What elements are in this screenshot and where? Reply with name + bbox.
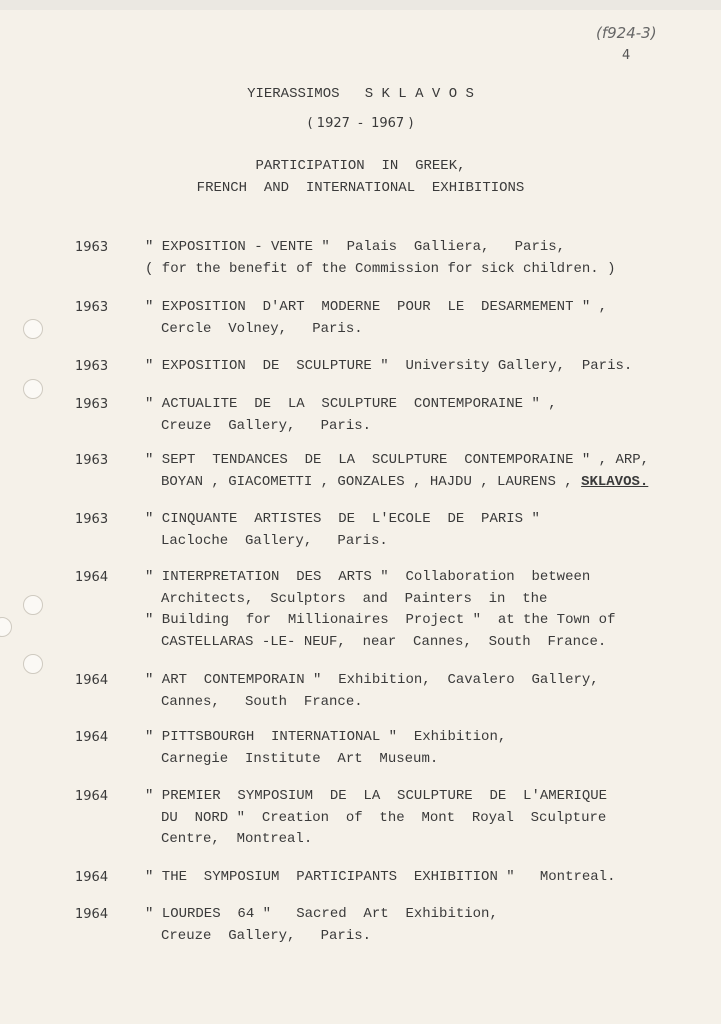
entry-line <box>161 634 606 650</box>
entry-line <box>161 533 388 549</box>
entry-text: " EXPOSITION DE SCULPTURE " University Gallery, Paris. <box>145 358 633 374</box>
scan-edge <box>0 0 721 10</box>
entry-text: DU NORD " Creation of the Mont Royal Sculpture <box>161 809 607 826</box>
entry-line <box>161 810 606 826</box>
entry-text: Cercle Volney, Paris. <box>161 320 363 337</box>
entry-line <box>145 672 599 688</box>
entry-line <box>161 418 371 434</box>
punch-hole <box>23 379 43 399</box>
entry-line <box>161 831 312 847</box>
entry-year: 1963 <box>75 453 109 468</box>
entry-line <box>145 729 506 745</box>
entry-text: Cannes, South France. <box>161 693 363 710</box>
punch-hole <box>23 595 43 615</box>
entry-year: 1963 <box>75 300 109 315</box>
entry-text: Carnegie Institute Art Museum. <box>161 750 439 767</box>
entry-year: 1963 <box>75 359 109 374</box>
entry-year: 1964 <box>75 673 109 688</box>
punch-hole <box>23 319 43 339</box>
entry-text: ( for the benefit of the Commission for sick children. ) <box>145 260 616 277</box>
artist-name: YIERASSIMOS S K L A V O S <box>247 86 474 102</box>
entry-line <box>161 474 648 490</box>
entry-text: " INTERPRETATION DES ARTS " Collaboration between <box>145 569 591 585</box>
entry-text: " SEPT TENDANCES DE LA SCULPTURE CONTEMPORAINE " , ARP, <box>145 452 650 468</box>
entry-text: " ACTUALITE DE LA SCULPTURE CONTEMPORAINE " , <box>145 396 557 412</box>
entry-text: " EXPOSITION D'ART MODERNE POUR LE DESARMEMENT " , <box>145 299 608 315</box>
entry-line <box>145 452 649 468</box>
entry-year: 1963 <box>75 397 109 412</box>
entry-line <box>145 299 607 315</box>
entry-year: 1963 <box>75 240 109 255</box>
entry-text: Centre, Montreal. <box>161 831 313 847</box>
entry-line <box>161 321 363 337</box>
entry-line <box>145 569 590 585</box>
entry-line <box>145 612 615 628</box>
entry-line <box>145 906 498 922</box>
entry-text: " THE SYMPOSIUM PARTICIPANTS EXHIBITION " Montreal. <box>145 869 616 885</box>
entry-text: CASTELLARAS -LE- NEUF, near Cannes, South France. <box>161 633 607 650</box>
entry-year: 1964 <box>75 789 109 804</box>
page-number: 4 <box>622 48 631 63</box>
entry-text: BOYAN , GIACOMETTI , GONZALES , HAJDU , LAURENS , <box>161 473 582 490</box>
underlined-artist-name: SKLAVOS. <box>581 473 649 490</box>
entry-line <box>145 869 615 885</box>
entry-text: " EXPOSITION - VENTE " Palais Galliera, Paris, <box>145 239 566 255</box>
archive-reference: (f924-3) <box>596 24 657 42</box>
entry-line <box>145 511 540 527</box>
entry-text: " CINQUANTE ARTISTES DE L'ECOLE DE PARIS " <box>145 511 540 527</box>
entry-year: 1964 <box>75 870 109 885</box>
entry-year: 1964 <box>75 730 109 745</box>
entry-text: Architects, Sculptors and Painters in the <box>161 590 548 607</box>
entry-text: Creuze Gallery, Paris. <box>161 417 372 434</box>
entry-text: " PREMIER SYMPOSIUM DE LA SCULPTURE DE L'AMERIQUE <box>145 788 608 804</box>
entry-text: " ART CONTEMPORAIN " Exhibition, Cavalero Gallery, <box>145 672 599 688</box>
entry-year: 1964 <box>75 570 109 585</box>
entry-line <box>145 239 565 255</box>
punch-hole <box>23 654 43 674</box>
life-dates: ( 1927 - 1967 ) <box>307 116 414 131</box>
entry-line <box>161 591 547 607</box>
entry-line <box>145 396 557 412</box>
subtitle-line-1: PARTICIPATION IN GREEK, <box>255 158 466 174</box>
entry-year: 1963 <box>75 512 109 527</box>
entry-text: " LOURDES 64 " Sacred Art Exhibition, <box>145 906 498 922</box>
entry-text: Creuze Gallery, Paris. <box>161 927 372 944</box>
entry-year: 1964 <box>75 907 109 922</box>
entry-line <box>161 928 371 944</box>
entry-text: Lacloche Gallery, Paris. <box>161 532 388 549</box>
entry-text: " Building for Millionaires Project " at the Town of <box>145 612 616 628</box>
entry-line <box>145 261 615 277</box>
entry-line <box>161 694 363 710</box>
entry-line <box>145 358 632 374</box>
entry-line <box>145 788 607 804</box>
subtitle-line-2: FRENCH AND INTERNATIONAL EXHIBITIONS <box>196 180 525 196</box>
entry-line <box>161 751 438 767</box>
entry-text: " PITTSBOURGH INTERNATIONAL " Exhibition, <box>145 729 507 745</box>
